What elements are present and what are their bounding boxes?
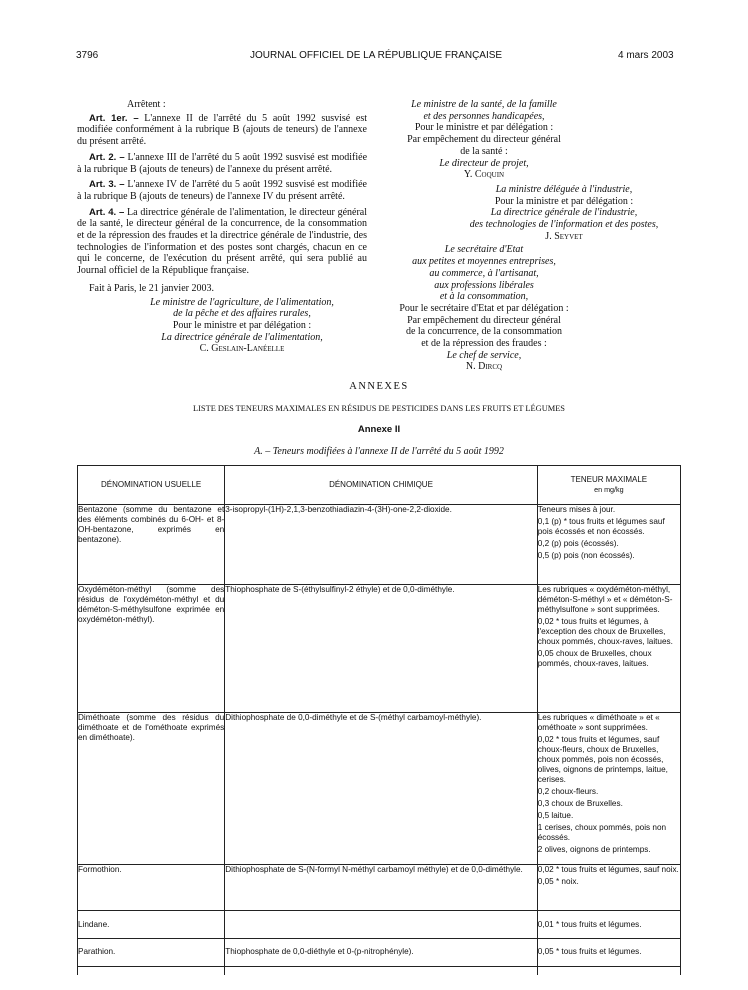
page-number: 3796 [76,50,99,61]
signature-function: des technologies de l'information et des postes, [469,219,659,231]
content-line: 0,2 choux-fleurs. [537,787,599,796]
signature-title: et à la consommation, [439,291,529,303]
annexe-heading: Annexe II [357,424,401,435]
content-line: 0,02 * tous fruits et légumes, à l'exception des choux de Bruxelles, choux pommés, choux-raves, laitues. [537,617,673,646]
content-line: 2 olives, oignons de printemps. [537,845,651,854]
content-line: 0,01 * tous fruits et légumes. [537,920,642,929]
table-row [78,505,681,585]
signature-delegation: Pour le secrétaire d'Etat et par délégation : [399,302,569,314]
usual-name-cell: Parathion. [78,939,225,967]
header-max-content-unit: en mg/kg [594,485,624,494]
usual-name-cell: Oxydéméton-méthyl (somme des résidus de l'oxydéméton-méthyl et du déméton-S-méthylsulfone exprimée en oxydéméton-méthyl). [78,585,225,713]
content-line: Les rubriques « diméthoate » et « ométhoate » sont supprimées. [537,713,660,732]
content-line: 0,05 * tous fruits et légumes. [537,947,642,956]
article-text: L'annexe II de l'arrêté du 5 août 1992 susvisé est modifiée conformément à la rubrique B (ajouts de teneurs) de l'annexe du présent arrêté. [77,112,368,148]
content-line: 0,2 (p) pois (écossés). [537,539,619,548]
table-row [78,911,681,939]
signature-function: Le chef de service, [446,349,522,361]
signature-function: La directrice générale de l'alimentation, [161,331,323,343]
content-line: Teneurs mises à jour. [537,505,616,514]
signature-name: N. Dircq [465,361,503,373]
chemical-name-cell: 3-isopropyl-(1H)-2,1,3-benzothiadiazin-4-(3H)-one-2,2-dioxide. [225,505,538,585]
article-1 [77,113,367,148]
content-line: 1 cerises, choux pommés, pois non écossés. [537,823,667,842]
signature-title: Le secrétaire d'Etat [444,244,524,256]
content-cell [537,865,680,911]
signature-name: C. Geslain-Lanéelle [199,343,285,355]
annexes-title: ANNEXES [349,381,409,392]
table-row [78,585,681,713]
continued-cell [537,967,680,975]
signature-title: et des personnes handicapées, [423,110,545,122]
article-3 [77,179,367,202]
usual-name-cell: Diméthoate (somme des résidus du diméthoate et de l'ométhoate exprimés en diméthoate). [78,713,225,865]
signature-commerce [384,244,584,373]
content-line: Les rubriques « oxydéméton-méthyl, déméton-S-méthyl » et « déméton-S-méthylsulfone » sont supprimées. [537,585,673,614]
signature-empechement: de la concurrence, de la consommation [405,326,563,338]
article-2 [77,152,367,175]
signature-title: aux petites et moyennes entreprises, [412,256,556,268]
article-label: Art. 3. – [89,179,125,191]
continued-cell [225,967,538,975]
chemical-name-cell: Dithiophosphate de S-(N-formyl N-méthyl carbamoyl méthyle) et de 0,0-diméthyle. [225,865,538,911]
signature-sante [384,99,584,181]
annexes-subtitle: LISTE DES TENEURS MAXIMALES EN RÉSIDUS DE PESTICIDES DANS LES FRUITS ET LÉGUMES [193,404,565,413]
signature-empechement: Par empêchement du directeur général [407,314,561,326]
issue-date: 4 mars 2003 [618,50,674,61]
signature-title: au commerce, à l'artisanat, [429,267,539,279]
article-4 [77,207,367,277]
header-chemical-name: DÉNOMINATION CHIMIQUE [225,466,538,505]
signature-name: J. Seyvet [545,230,583,242]
header-max-content [537,466,680,505]
signature-name: Y. Coquin [463,169,505,181]
left-column [77,99,367,355]
chemical-name-cell: Dithiophosphate de 0,0-diméthyle et de S-(méthyl carbamoyl-méthyle). [225,713,538,865]
fait-a-paris: Fait à Paris, le 21 janvier 2003. [89,282,214,294]
continued-cell [78,967,225,975]
journal-title: JOURNAL OFFICIEL DE LA RÉPUBLIQUE FRANÇAISE [250,50,503,61]
table-row [78,939,681,967]
article-text: L'annexe III de l'arrêté du 5 août 1992 susvisé est modifiée à la rubrique B (ajouts de teneurs) de l'annexe du présent arrêté. [77,151,368,175]
section-heading: A. – Teneurs modifiées à l'annexe II de l'arrêté du 5 août 1992 [254,446,504,457]
residue-table [77,465,681,975]
chemical-name-cell: Thiophosphate de S-(éthylsulfinyl-2 éthyle) et de 0,0-diméthyle. [225,585,538,713]
right-column [384,99,674,373]
header-max-content-title: TENEUR MAXIMALE [570,475,648,484]
content-cell [537,713,680,865]
signature-title: de la pêche et des affaires rurales, [173,308,311,320]
content-cell [537,911,680,939]
chemical-name-cell: Thiophosphate de 0,0-diéthyle et 0-(p-nitrophényle). [225,939,538,967]
signature-delegation: Pour le ministre et par délégation : [414,122,554,134]
content-line: 0,5 laitue. [537,811,574,820]
content-line: 0,05 choux de Bruxelles, choux pommés, choux-raves, laitues. [537,649,652,668]
content-line: 0,5 (p) pois (non écossés). [537,551,635,560]
content-cell [537,585,680,713]
signature-empechement: Par empêchement du directeur général [407,134,561,146]
signature-title: Le ministre de la santé, de la famille [411,99,557,110]
content-line: 0,05 * noix. [537,877,579,886]
content-cell [537,505,680,585]
content-cell [537,939,680,967]
signature-title: La ministre déléguée à l'industrie, [495,183,633,195]
signature-delegation: Pour la ministre et par délégation : [494,195,634,207]
signature-title: aux professions libérales [434,279,534,291]
content-line: 0,02 * tous fruits et légumes, sauf choux-fleurs, choux de Bruxelles, choux pommés, pois non écossés, olives, oignons de printemps, laitue, cerises. [537,735,668,784]
table-row [78,865,681,911]
table-row [78,713,681,865]
signature-delegation: Pour le ministre et par délégation : [172,319,312,331]
article-text: La directrice générale de l'alimentation, le directeur général de la santé, le directeur général de la concurrence, de la consommation et de la répression des fraudes et la directrice générale de l'industrie, des technologies de l'information et des postes sont chargés, chacun en ce qui le concerne, de l'exécution du présent arrêté, qui sera publié au Journal officiel de la République française. [77,206,367,277]
signature-industrie [384,184,674,243]
article-label: Art. 1er. – [89,112,139,124]
article-label: Art. 4. – [89,206,125,218]
content-line: 0,1 (p) * tous fruits et légumes sauf pois écossés et non écossés. [537,517,665,536]
table-header-row [78,466,681,505]
signature-empechement: de la santé : [460,145,508,157]
signature-agriculture [77,297,367,356]
usual-name-cell: Lindane. [78,911,225,939]
usual-name-cell: Bentazone (somme du bentazone et des éléments combinés du 6-OH- et 8-OH-bentazone, exprimés en bentazone). [78,505,225,585]
arretent: Arrêtent : [127,99,166,110]
content-line: 0,3 choux de Bruxelles. [537,799,623,808]
content-line: 0,02 * tous fruits et légumes, sauf noix. [537,865,679,874]
chemical-name-cell [225,911,538,939]
usual-name-cell: Formothion. [78,865,225,911]
article-text: L'annexe IV de l'arrêté du 5 août 1992 susvisé est modifiée à la rubrique B (ajouts de teneurs) de l'annexe IV du présent arrêté. [77,179,367,202]
table-row-continued [78,967,681,975]
signature-title: Le ministre de l'agriculture, de l'alimentation, [150,296,334,308]
signature-function: Le directeur de projet, [439,157,529,169]
signature-empechement: et de la répression des fraudes : [421,338,547,350]
signature-function: La directrice générale de l'industrie, [490,207,638,219]
article-label: Art. 2. – [89,151,125,163]
header-usual-name: DÉNOMINATION USUELLE [78,466,225,505]
